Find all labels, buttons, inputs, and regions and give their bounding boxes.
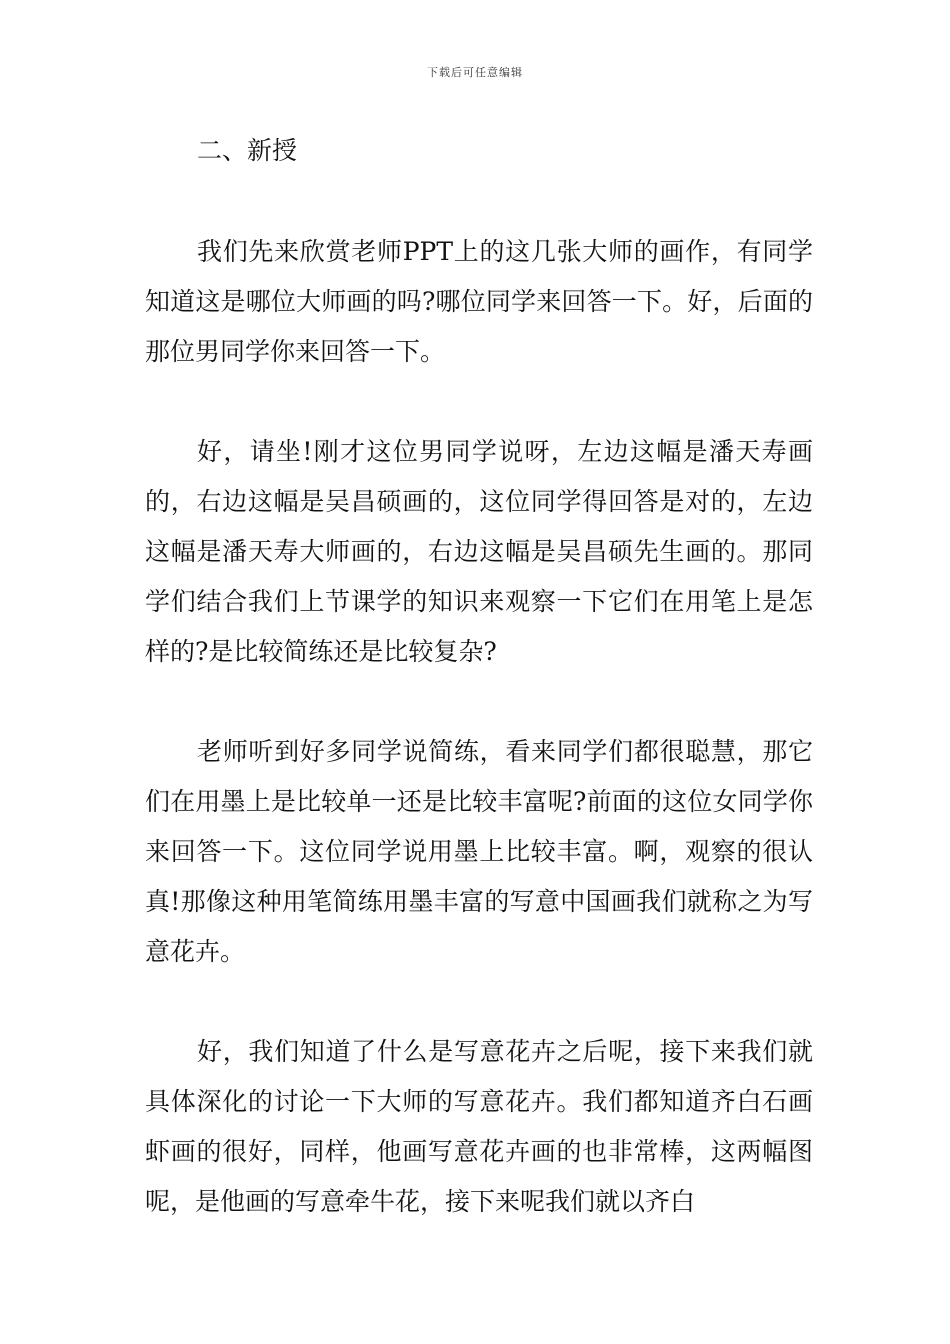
section-heading: 二、新授 [197,136,298,165]
paragraph: 好，我们知道了什么是写意花卉之后呢，接下来我们就具体深化的讨论一下大师的写意花卉。我们都知道齐白石画虾画的很好，同样，他画写意花卉画的也非常棒，这两幅图呢，是他画的写意牵牛花，接下来呢我们就以齐白 [145,1037,813,1216]
header-note: 下载后可任意编辑 [427,66,523,79]
document-body [145,126,813,1277]
paragraph: 老师听到好多同学说简练，看来同学们都很聪慧，那它们在用墨上是比较单一还是比较丰富呢?前面的这位女同学你来回答一下。这位同学说用墨上比较丰富。啊，观察的很认真!那像这种用笔简练用墨丰富的写意中国画我们就称之为写意花卉。 [145,737,813,966]
paragraph: 我们先来欣赏老师PPT上的这几张大师的画作，有同学知道这是哪位大师画的吗?哪位同学来回答一下。好，后面的那位男同学你来回答一下。 [145,237,813,366]
paragraph: 好，请坐!刚才这位男同学说呀，左边这幅是潘天寿画的，右边这幅是吴昌硕画的，这位同学得回答是对的，左边这幅是潘天寿大师画的，右边这幅是吴昌硕先生画的。那同学们结合我们上节课学的知识来观察一下它们在用笔上是怎样的?是比较简练还是比较复杂? [145,437,813,666]
